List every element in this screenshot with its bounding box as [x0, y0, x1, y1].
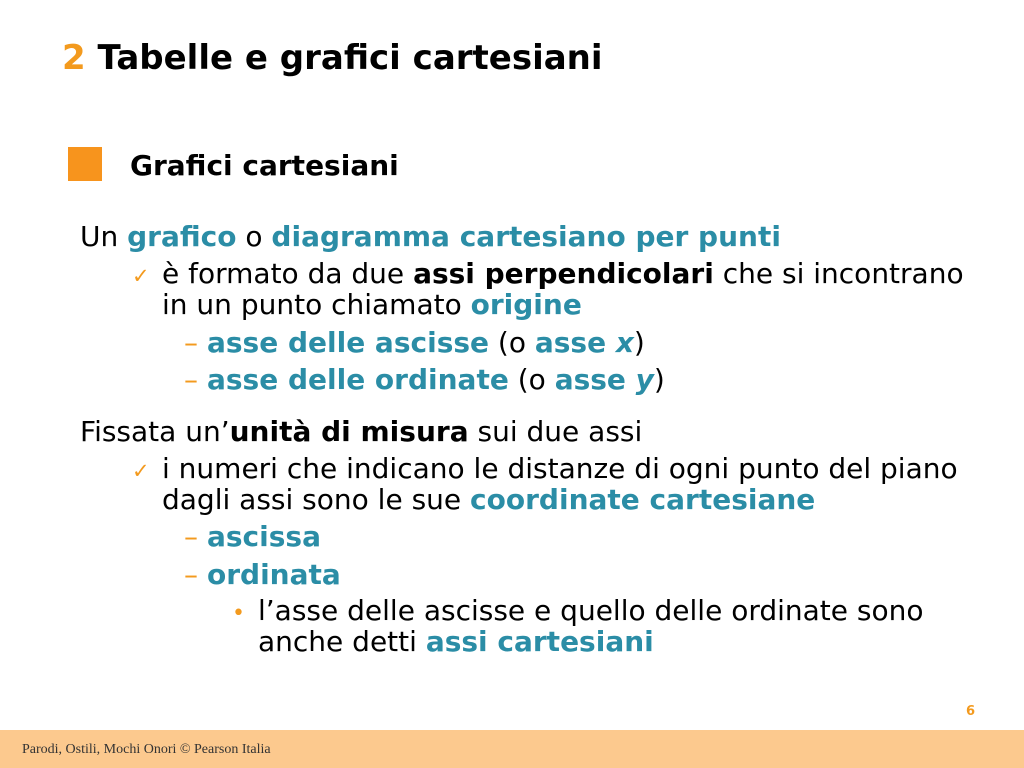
text-run: Fissata un’ — [80, 415, 230, 448]
page-number: 6 — [966, 704, 976, 719]
dash-bullet-icon: – — [184, 520, 198, 553]
sub-bullet-coordinate-line2 — [162, 483, 815, 517]
dot-item-note-line2 — [258, 625, 654, 659]
term-asse: asse — [534, 326, 616, 359]
title-text: Tabelle e grafici cartesiani — [97, 38, 603, 78]
text-run: i numeri che indicano le distanze di ogni punto del piano — [162, 452, 958, 485]
term-origine: origine — [470, 288, 582, 321]
dash-bullet-icon: – — [184, 363, 198, 396]
footer-credit: Parodi, Ostili, Mochi Onori © Pearson Italia — [22, 742, 271, 757]
text-run: Un — [80, 220, 128, 253]
term-ascissa: ascissa — [207, 520, 321, 553]
text-run: sui due assi — [468, 415, 643, 448]
bullet-grafico — [80, 220, 781, 254]
bullet-misura — [80, 415, 642, 449]
term-ordinata: ordinata — [207, 558, 341, 591]
term-y: y — [635, 363, 654, 396]
text-run: dagli assi sono le sue — [162, 483, 471, 516]
dash-item-ascisse — [184, 326, 645, 360]
text-run: anche detti — [258, 625, 426, 658]
text-run: ) — [633, 326, 645, 359]
text-run: è formato da due — [162, 257, 414, 290]
text-run: ) — [653, 363, 665, 396]
dash-bullet-icon: – — [184, 558, 198, 591]
text-run: in un punto chiamato — [162, 288, 471, 321]
dot-bullet-icon: • — [232, 601, 245, 626]
checkmark-icon: ✓ — [132, 459, 150, 483]
strong-assi-perpendicolari: assi perpendicolari — [413, 257, 714, 290]
text-run: che si incontrano — [713, 257, 964, 290]
term-assi-cartesiani: assi cartesiani — [425, 625, 654, 658]
term-x: x — [615, 326, 634, 359]
text-run: (o — [489, 326, 535, 359]
term-asse-ordinate: asse delle ordinate — [207, 363, 509, 396]
term-asse-ascisse: asse delle ascisse — [207, 326, 490, 359]
dash-item-ascissa — [184, 520, 321, 554]
text-run: o — [236, 220, 272, 253]
checkmark-icon: ✓ — [132, 264, 150, 288]
term-coordinate-cartesiane: coordinate cartesiane — [470, 483, 816, 516]
text-run: (o — [508, 363, 555, 396]
dash-item-ordinate — [184, 363, 665, 397]
strong-unita-di-misura: unità di misura — [229, 415, 469, 448]
slide-title — [62, 38, 603, 78]
dash-item-ordinata — [184, 558, 341, 592]
section-number: 2 — [62, 38, 86, 78]
dash-bullet-icon: – — [184, 326, 198, 359]
orange-square-icon — [68, 147, 102, 181]
text-run: l’asse delle ascisse e quello delle ordinate sono — [258, 594, 924, 627]
term-diagramma: diagramma cartesiano per punti — [271, 220, 781, 253]
slide-subtitle: Grafici cartesiani — [130, 149, 399, 182]
sub-bullet-assi-line2 — [162, 288, 582, 322]
term-grafico: grafico — [127, 220, 237, 253]
term-asse: asse — [554, 363, 636, 396]
